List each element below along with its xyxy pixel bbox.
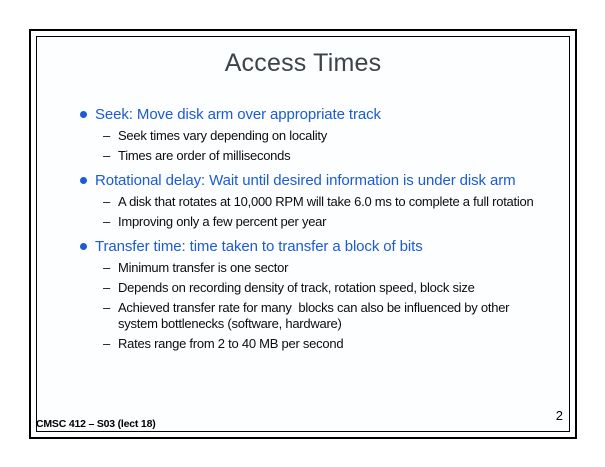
- sub-bullet-item: [103, 214, 549, 230]
- sub-bullet-item: [103, 128, 549, 144]
- sub-bullet-item: [103, 280, 549, 296]
- dash-marker: –: [103, 260, 110, 275]
- bullet-group-seek: [80, 105, 549, 164]
- sub-bullet-text: A disk that rotates at 10,000 RPM will take 6.0 ms to complete a full rotation: [118, 194, 534, 209]
- dash-marker: –: [103, 336, 110, 351]
- dash-marker: –: [103, 280, 110, 295]
- sub-bullet-item: [103, 260, 549, 276]
- sub-bullet-text: Achieved transfer rate for many blocks can also be influenced by other system bottlenecks (software, hardware): [118, 300, 513, 331]
- bullet-dot-icon: [80, 177, 87, 184]
- bullet-dot-icon: [80, 111, 87, 118]
- sub-bullet-item: [103, 300, 549, 332]
- bullet-text: Seek: Move disk arm over appropriate track: [95, 106, 381, 123]
- bullet-group-rotational-delay: [80, 171, 549, 230]
- bullet-item: [80, 105, 549, 124]
- dash-marker: –: [103, 300, 110, 315]
- bullet-dot-icon: [80, 243, 87, 250]
- bullet-text: Transfer time: time taken to transfer a block of bits: [95, 238, 423, 255]
- dash-marker: –: [103, 194, 110, 209]
- sub-bullet-text: Improving only a few percent per year: [118, 214, 327, 229]
- slide: [29, 29, 577, 439]
- slide-body: [31, 105, 575, 352]
- bullet-text: Rotational delay: Wait until desired information is under disk arm: [95, 172, 516, 189]
- bullet-item: [80, 237, 549, 256]
- sub-bullet-item: [103, 336, 549, 352]
- sub-bullet-text: Seek times vary depending on locality: [118, 128, 327, 143]
- sub-bullet-text: Minimum transfer is one sector: [118, 260, 289, 275]
- slide-title: Access Times: [224, 49, 382, 77]
- sub-bullet-text: Rates range from 2 to 40 MB per second: [118, 336, 344, 351]
- dash-marker: –: [103, 128, 110, 143]
- footer-course-label: CMSC 412 – S03 (lect 18): [36, 418, 156, 430]
- dash-marker: –: [103, 214, 110, 229]
- dash-marker: –: [103, 148, 110, 163]
- bullet-group-transfer-time: [80, 237, 549, 352]
- page-number: 2: [555, 408, 563, 423]
- sub-bullet-text: Depends on recording density of track, rotation speed, block size: [118, 280, 475, 295]
- sub-bullet-text: Times are order of milliseconds: [118, 148, 291, 163]
- bullet-item: [80, 171, 549, 190]
- sub-bullet-item: [103, 148, 549, 164]
- sub-bullet-item: [103, 194, 549, 210]
